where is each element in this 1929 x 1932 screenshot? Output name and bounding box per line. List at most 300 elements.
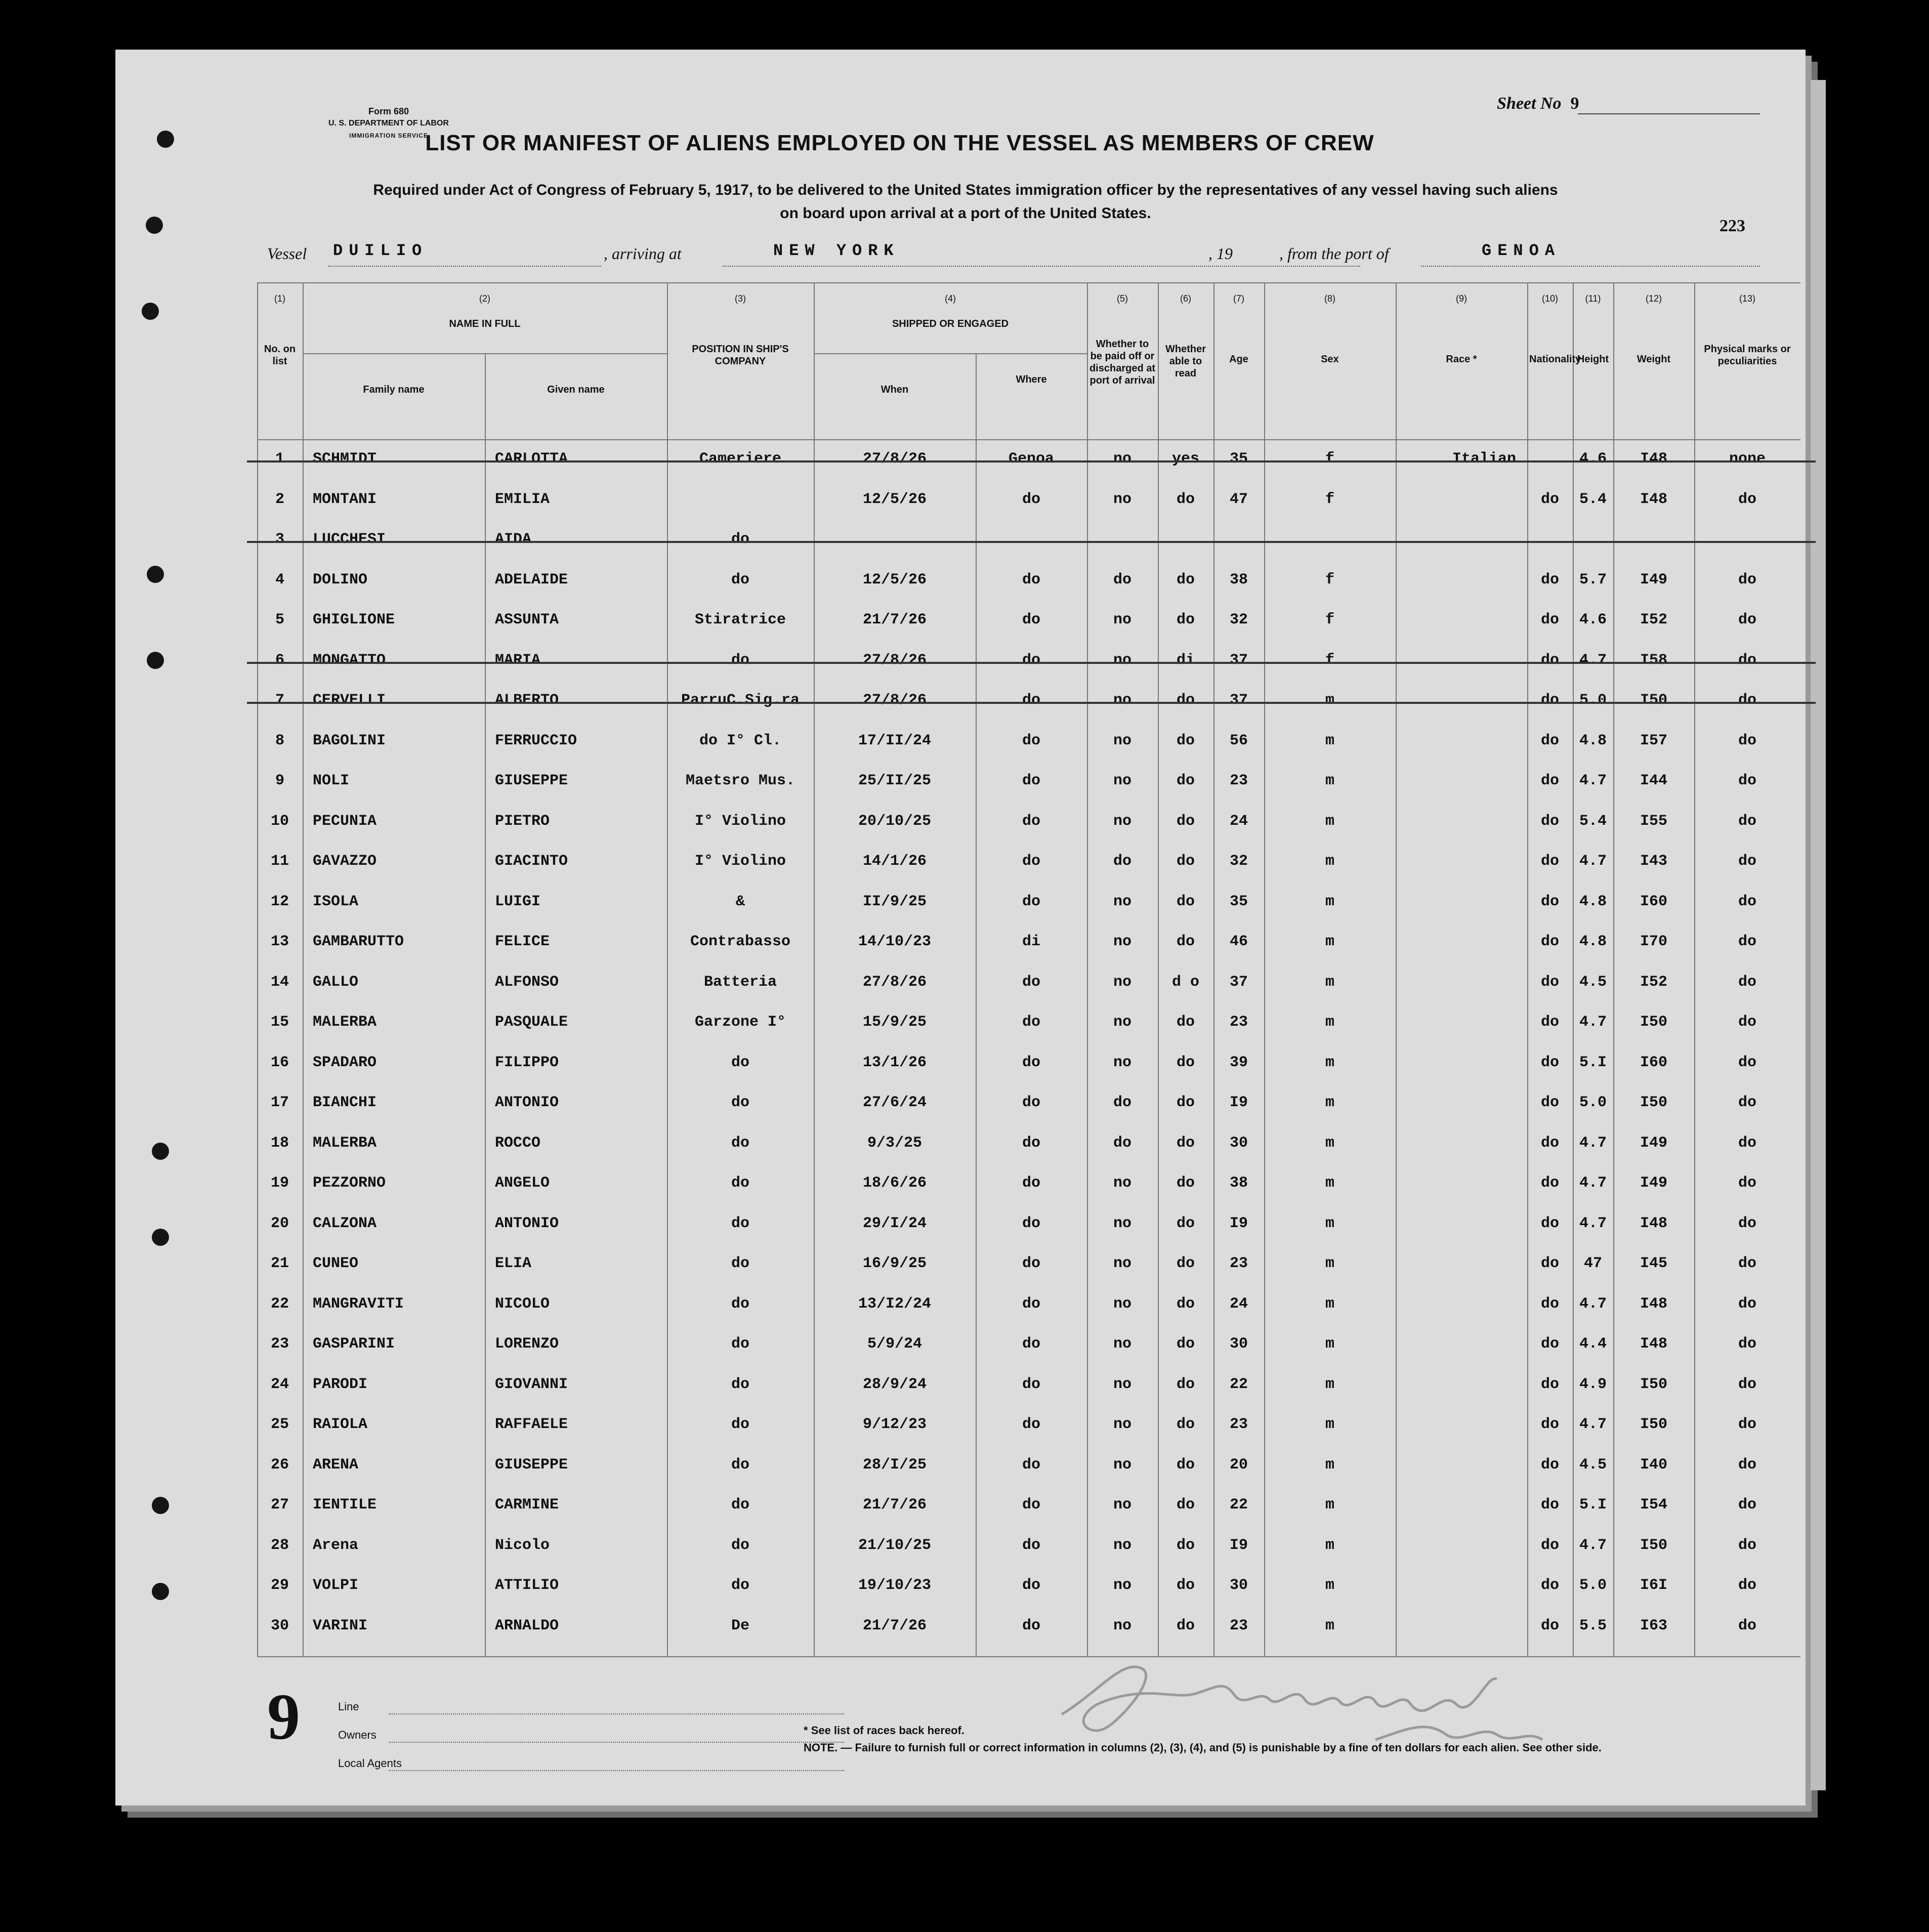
col-number-c6: (6)	[1180, 293, 1191, 304]
cell-given: ANTONIO	[495, 1094, 559, 1111]
cell-where: do	[1022, 1496, 1040, 1514]
cell-height: 5.7	[1579, 571, 1607, 589]
cell-paid: no	[1113, 973, 1131, 991]
cell-no: 10	[270, 812, 289, 830]
cell-paid: no	[1113, 1577, 1131, 1594]
cell-paid: no	[1113, 692, 1131, 709]
cell-marks: do	[1738, 1335, 1756, 1353]
cell-sex: m	[1325, 1456, 1334, 1474]
cell-paid: no	[1113, 611, 1131, 628]
cell-where: do	[1022, 812, 1040, 830]
cell-family: BIANCHI	[313, 1094, 377, 1111]
service: IMMIGRATION SERVICE	[349, 132, 428, 139]
cell-position: I° Violino	[694, 812, 786, 830]
cell-family: NOLI	[313, 772, 350, 789]
cell-nat: do	[1540, 1536, 1559, 1554]
cell-position: Cameriere	[699, 450, 782, 468]
cell-sex: m	[1325, 1134, 1334, 1152]
cell-read: do	[1176, 853, 1195, 870]
column-rule	[1264, 282, 1265, 1656]
cell-height: 4.5	[1579, 1456, 1607, 1474]
cell-paid: no	[1113, 1014, 1131, 1031]
cell-when: 9/12/23	[862, 1416, 927, 1433]
sheet-underline	[1578, 113, 1760, 114]
cell-family: GHIGLIONE	[313, 611, 395, 628]
header-when: When	[880, 384, 909, 395]
col-number-c12: (12)	[1645, 293, 1662, 304]
page-title: LIST OR MANIFEST OF ALIENS EMPLOYED ON THE VESSEL AS MEMBERS OF CREW	[425, 131, 1374, 155]
cell-family: SCHMIDT	[313, 450, 377, 468]
cell-marks: do	[1738, 611, 1756, 628]
cell-when: 28/9/24	[862, 1375, 927, 1393]
cell-age: I9	[1229, 1536, 1248, 1554]
cell-nat: do	[1540, 893, 1559, 910]
cell-paid: no	[1113, 1536, 1131, 1554]
cell-age: 39	[1229, 1054, 1248, 1071]
cell-paid: no	[1113, 1214, 1131, 1232]
big-sheet-number: 9	[267, 1681, 300, 1753]
cell-marks: none	[1729, 450, 1766, 468]
strike-through-line	[247, 662, 1816, 664]
cell-height: 4.7	[1579, 1416, 1607, 1433]
cell-given: ATTILIO	[495, 1577, 559, 1594]
cell-paid: no	[1113, 893, 1131, 910]
cell-read: do	[1176, 772, 1195, 789]
cell-when: 18/6/26	[862, 1174, 927, 1192]
cell-family: GALLO	[313, 973, 359, 991]
cell-nat: do	[1540, 1255, 1559, 1272]
cell-when: 12/5/26	[862, 571, 927, 589]
cell-family: RAIOLA	[313, 1416, 368, 1433]
header-c10: Nationality	[1529, 354, 1581, 365]
cell-no: 8	[275, 732, 284, 749]
cell-where: do	[1022, 1416, 1040, 1433]
cell-family: MALERBA	[313, 1134, 377, 1152]
cell-weight: I50	[1640, 1014, 1667, 1031]
cell-read: do	[1176, 571, 1195, 589]
cell-read: do	[1176, 933, 1195, 950]
cell-paid: no	[1113, 490, 1131, 508]
cell-no: 9	[275, 772, 284, 789]
cell-sex: m	[1325, 1094, 1334, 1111]
cell-position: do	[731, 1054, 749, 1071]
column-rule	[1396, 282, 1397, 1656]
cell-family: MALERBA	[313, 1014, 377, 1031]
cell-weight: I48	[1640, 1335, 1667, 1353]
cell-when: 5/9/24	[867, 1335, 922, 1353]
cell-sex: m	[1325, 853, 1334, 870]
cell-age: 23	[1229, 1255, 1248, 1272]
cell-family: CERVELLI	[313, 692, 386, 709]
cell-read: do	[1176, 1255, 1195, 1272]
cell-height: 4.7	[1579, 1174, 1607, 1192]
cell-marks: do	[1738, 1375, 1756, 1393]
cell-given: FILIPPO	[495, 1054, 559, 1071]
cell-given: LUIGI	[495, 893, 541, 910]
cell-no: 25	[270, 1416, 289, 1433]
cell-height: 47	[1583, 1255, 1602, 1272]
cell-where: do	[1022, 1134, 1040, 1152]
cell-read: do	[1176, 1094, 1195, 1111]
cell-position: Contrabasso	[690, 933, 791, 950]
cell-position: do I° Cl.	[699, 732, 782, 749]
cell-height: 4.7	[1579, 853, 1607, 870]
cell-position: do	[731, 1255, 749, 1272]
cell-height: 4.7	[1579, 651, 1607, 669]
cell-when: 21/7/26	[862, 1617, 927, 1634]
header-family-name: Family name	[363, 384, 425, 395]
cell-weight: I48	[1640, 1214, 1667, 1232]
cell-where: do	[1022, 1375, 1040, 1393]
cell-nat: do	[1540, 571, 1559, 589]
cell-age: 22	[1229, 1375, 1248, 1393]
cell-marks: do	[1738, 973, 1756, 991]
cell-paid: no	[1113, 1375, 1131, 1393]
cell-when: 21/10/25	[858, 1536, 932, 1554]
cell-weight: I52	[1640, 973, 1667, 991]
cell-family: PARODI	[313, 1375, 368, 1393]
cell-sex: f	[1325, 490, 1334, 508]
cell-weight: I48	[1640, 1295, 1667, 1313]
cell-family: MONTANI	[313, 490, 377, 508]
cell-height: 4.8	[1579, 893, 1607, 910]
cell-read: di	[1176, 651, 1195, 669]
cell-nat: do	[1540, 812, 1559, 830]
cell-read: do	[1176, 732, 1195, 749]
cell-position: do	[731, 1174, 749, 1192]
cell-age: 23	[1229, 1416, 1248, 1433]
cell-age: 35	[1229, 893, 1248, 910]
cell-paid: do	[1113, 853, 1131, 870]
cell-marks: do	[1738, 1134, 1756, 1152]
cell-no: 17	[270, 1094, 289, 1111]
cell-when: II/9/25	[862, 893, 927, 910]
cell-where: do	[1022, 1536, 1040, 1554]
cell-age: 30	[1229, 1134, 1248, 1152]
cell-no: 16	[270, 1054, 289, 1071]
cell-family: CALZONA	[313, 1214, 377, 1232]
cell-nat: do	[1540, 1214, 1559, 1232]
cell-given: PASQUALE	[495, 1014, 568, 1031]
cell-no: 29	[270, 1577, 289, 1594]
cell-marks: do	[1738, 1174, 1756, 1192]
cell-paid: no	[1113, 651, 1131, 669]
cell-family: CUNEO	[313, 1255, 359, 1272]
cell-when: 20/10/25	[858, 812, 932, 830]
cell-paid: do	[1113, 571, 1131, 589]
cell-position: do	[731, 1456, 749, 1474]
cell-family: VOLPI	[313, 1577, 359, 1594]
cell-sex: m	[1325, 1577, 1334, 1594]
cell-when: 21/7/26	[862, 1496, 927, 1514]
cell-read: do	[1176, 1577, 1195, 1594]
cell-marks: do	[1738, 571, 1756, 589]
cell-when: 19/10/23	[858, 1577, 932, 1594]
cell-nat: do	[1540, 692, 1559, 709]
cell-nat: do	[1540, 973, 1559, 991]
cell-when: 17/II/24	[858, 732, 932, 749]
cell-read: do	[1176, 611, 1195, 628]
cell-family: PEZZORNO	[313, 1174, 386, 1192]
strike-through-line	[247, 541, 1816, 543]
cell-weight: I6I	[1640, 1577, 1667, 1594]
cell-paid: no	[1113, 1054, 1131, 1071]
cell-no: 28	[270, 1536, 289, 1554]
cell-position: do	[731, 1094, 749, 1111]
cell-position: do	[731, 571, 749, 589]
cell-height: 4.5	[1579, 973, 1607, 991]
cell-sex: m	[1325, 772, 1334, 789]
cell-when: 16/9/25	[862, 1255, 927, 1272]
cell-family: MONGATTO	[313, 651, 386, 669]
cell-weight: I54	[1640, 1496, 1667, 1514]
arrival-port: NEW YORK	[773, 241, 900, 260]
column-rule	[1694, 282, 1695, 1656]
cell-nat: do	[1540, 1375, 1559, 1393]
cell-sex: m	[1325, 1617, 1334, 1634]
col-number-c8: (8)	[1324, 293, 1335, 304]
cell-weight: I50	[1640, 1536, 1667, 1554]
vessel-name: DUILIO	[333, 241, 428, 260]
cell-marks: do	[1738, 1496, 1756, 1514]
header-bottom-rule	[257, 439, 1800, 440]
cell-age: I9	[1229, 1094, 1248, 1111]
cell-sex: m	[1325, 1255, 1334, 1272]
column-rule	[1527, 282, 1528, 1656]
col-number-c4: (4)	[945, 293, 956, 304]
cell-height: 4.7	[1579, 1014, 1607, 1031]
cell-weight: I63	[1640, 1617, 1667, 1634]
cell-height: 4.8	[1579, 933, 1607, 950]
strike-through-line	[247, 702, 1816, 704]
cell-marks: do	[1738, 1416, 1756, 1433]
cell-paid: no	[1113, 1335, 1131, 1353]
cell-given: Nicolo	[495, 1536, 550, 1554]
cell-marks: do	[1738, 732, 1756, 749]
cell-position: Maetsro Mus.	[685, 772, 795, 789]
cell-no: 12	[270, 893, 289, 910]
cell-where: do	[1022, 772, 1040, 789]
year-label: , 19	[1208, 244, 1233, 263]
punch-hole	[157, 131, 174, 148]
cell-where: di	[1022, 933, 1040, 950]
cell-marks: do	[1738, 893, 1756, 910]
cell-nat: do	[1540, 1577, 1559, 1594]
cell-age: 23	[1229, 1617, 1248, 1634]
vessel-info	[267, 241, 1760, 270]
cell-family: BAGOLINI	[313, 732, 386, 749]
cell-where: do	[1022, 1014, 1040, 1031]
cell-nat: do	[1540, 611, 1559, 628]
cell-nat: do	[1540, 490, 1559, 508]
column-rule	[814, 282, 815, 1656]
cell-read: do	[1176, 692, 1195, 709]
cell-weight: I50	[1640, 692, 1667, 709]
cell-where: do	[1022, 732, 1040, 749]
col-number-c2: (2)	[479, 293, 490, 304]
cell-read: do	[1176, 1456, 1195, 1474]
cell-sex: m	[1325, 933, 1334, 950]
cell-where: do	[1022, 1174, 1040, 1192]
cell-no: 5	[275, 611, 284, 628]
cell-age: 47	[1229, 490, 1248, 508]
cell-weight: I45	[1640, 1255, 1667, 1272]
cell-sex: m	[1325, 1375, 1334, 1393]
cell-sex: f	[1325, 651, 1334, 669]
cell-weight: I50	[1640, 1094, 1667, 1111]
cell-height: 4.9	[1579, 1375, 1607, 1393]
cell-family: ISOLA	[313, 893, 359, 910]
cell-when: 27/8/26	[862, 450, 927, 468]
cell-when: 15/9/25	[862, 1014, 927, 1031]
cell-nat: do	[1540, 1094, 1559, 1111]
cell-weight: I40	[1640, 1456, 1667, 1474]
cell-given: CARLOTTA	[495, 450, 568, 468]
cell-age: 38	[1229, 571, 1248, 589]
cell-given: FELICE	[495, 933, 550, 950]
col-number-c9: (9)	[1456, 293, 1467, 304]
cell-sex: f	[1325, 571, 1334, 589]
cell-nat: do	[1540, 1416, 1559, 1433]
header-where: Where	[1016, 374, 1047, 385]
cell-no: 20	[270, 1214, 289, 1232]
cell-weight: I49	[1640, 571, 1667, 589]
cell-no: 18	[270, 1134, 289, 1152]
cell-sex: m	[1325, 1536, 1334, 1554]
cell-where: do	[1022, 1577, 1040, 1594]
cell-read: do	[1176, 1416, 1195, 1433]
cell-given: RAFFAELE	[495, 1416, 568, 1433]
cell-marks: do	[1738, 651, 1756, 669]
column-rule	[1613, 282, 1614, 1656]
cell-height: 5.4	[1579, 490, 1607, 508]
cell-where: do	[1022, 651, 1040, 669]
cell-marks: do	[1738, 1054, 1756, 1071]
cell-where: do	[1022, 1295, 1040, 1313]
cell-weight: I60	[1640, 893, 1667, 910]
cell-no: 26	[270, 1456, 289, 1474]
cell-where: do	[1022, 1617, 1040, 1634]
cell-height: 4.7	[1579, 1134, 1607, 1152]
header-given-name: Given name	[547, 384, 605, 395]
cell-when: 9/3/25	[867, 1134, 922, 1152]
cell-height: 4.7	[1579, 1295, 1607, 1313]
form-number: Form 680	[368, 106, 409, 116]
cell-sex: m	[1325, 1335, 1334, 1353]
header-c8: Sex	[1321, 354, 1339, 365]
cell-marks: do	[1738, 1577, 1756, 1594]
cell-no: 6	[275, 651, 284, 669]
cell-age: 46	[1229, 933, 1248, 950]
cell-read: do	[1176, 893, 1195, 910]
cell-nat: do	[1540, 1335, 1559, 1353]
owners-label: Owners	[338, 1729, 376, 1741]
cell-family: GAVAZZO	[313, 853, 377, 870]
subtitle-line-2: on board upon arrival at a port of the United States.	[780, 205, 1151, 222]
cell-weight: I50	[1640, 1375, 1667, 1393]
cell-paid: do	[1113, 1134, 1131, 1152]
cell-given: ELIA	[495, 1255, 532, 1272]
cell-where: do	[1022, 973, 1040, 991]
cell-read: do	[1176, 1335, 1195, 1353]
cell-marks: do	[1738, 1255, 1756, 1272]
cell-height: 5.I	[1579, 1496, 1607, 1514]
cell-family: Arena	[313, 1536, 359, 1554]
cell-age: 37	[1229, 651, 1248, 669]
cell-position: do	[731, 1335, 749, 1353]
cell-where: do	[1022, 893, 1040, 910]
cell-given: LORENZO	[495, 1335, 559, 1353]
cell-paid: no	[1113, 1255, 1131, 1272]
cell-marks: do	[1738, 1214, 1756, 1232]
local-agents-label: Local Agents	[338, 1757, 402, 1770]
cell-height: 5.0	[1579, 1577, 1607, 1594]
cell-no: 2	[275, 490, 284, 508]
cell-nat: do	[1540, 651, 1559, 669]
cell-race: Italian	[1452, 450, 1517, 468]
cell-given: GIOVANNI	[495, 1375, 568, 1393]
subtitle-line-1: Required under Act of Congress of February 5, 1917, to be delivered to the United States immigration officer by the representatives of any vessel having such aliens	[373, 182, 1558, 198]
cell-position: I° Violino	[694, 853, 786, 870]
cell-age: 38	[1229, 1174, 1248, 1192]
cell-read: do	[1176, 1214, 1195, 1232]
cell-position: Garzone I°	[694, 1014, 786, 1031]
cell-age: 23	[1229, 772, 1248, 789]
header-c2: NAME IN FULL	[449, 318, 521, 329]
cell-when: 27/8/26	[862, 973, 927, 991]
cell-sex: m	[1325, 1174, 1334, 1192]
cell-nat: do	[1540, 772, 1559, 789]
cell-age: 37	[1229, 692, 1248, 709]
cell-paid: no	[1113, 772, 1131, 789]
cell-sex: m	[1325, 812, 1334, 830]
header-c11: Height	[1577, 354, 1609, 365]
cell-no: 24	[270, 1375, 289, 1393]
cell-where: do	[1022, 692, 1040, 709]
cell-family: VARINI	[313, 1617, 368, 1634]
cell-given: GIUSEPPE	[495, 1456, 568, 1474]
cell-family: ARENA	[313, 1456, 359, 1474]
cell-marks: do	[1738, 1536, 1756, 1554]
col-number-c3: (3)	[735, 293, 746, 304]
cell-weight: I43	[1640, 853, 1667, 870]
cell-given: ALBERTO	[495, 692, 559, 709]
cell-position: Stiratrice	[694, 611, 786, 628]
cell-age: I9	[1229, 1214, 1248, 1232]
cell-where: do	[1022, 571, 1040, 589]
cell-given: PIETRO	[495, 812, 550, 830]
cell-position: ParruC.Sig.ra	[681, 692, 800, 709]
cell-weight: I49	[1640, 1174, 1667, 1192]
cell-given: CARMINE	[495, 1496, 559, 1514]
cell-position: do	[731, 1375, 749, 1393]
cell-age: 35	[1229, 450, 1248, 468]
cell-marks: do	[1738, 853, 1756, 870]
cell-where: do	[1022, 1456, 1040, 1474]
cell-sex: m	[1325, 1416, 1334, 1433]
cell-height: 5.0	[1579, 692, 1607, 709]
cell-given: ANTONIO	[495, 1214, 559, 1232]
cell-age: 30	[1229, 1577, 1248, 1594]
cell-read: do	[1176, 1375, 1195, 1393]
cell-where: Genoa	[1008, 450, 1054, 468]
cell-family: LUCCHESI	[313, 531, 386, 548]
col-number-c7: (7)	[1233, 293, 1244, 304]
cell-paid: no	[1113, 1295, 1131, 1313]
cell-paid: no	[1113, 1416, 1131, 1433]
cell-given: ADELAIDE	[495, 571, 568, 589]
header-c5: Whether to be paid off or discharged at port of arrival	[1089, 339, 1156, 386]
